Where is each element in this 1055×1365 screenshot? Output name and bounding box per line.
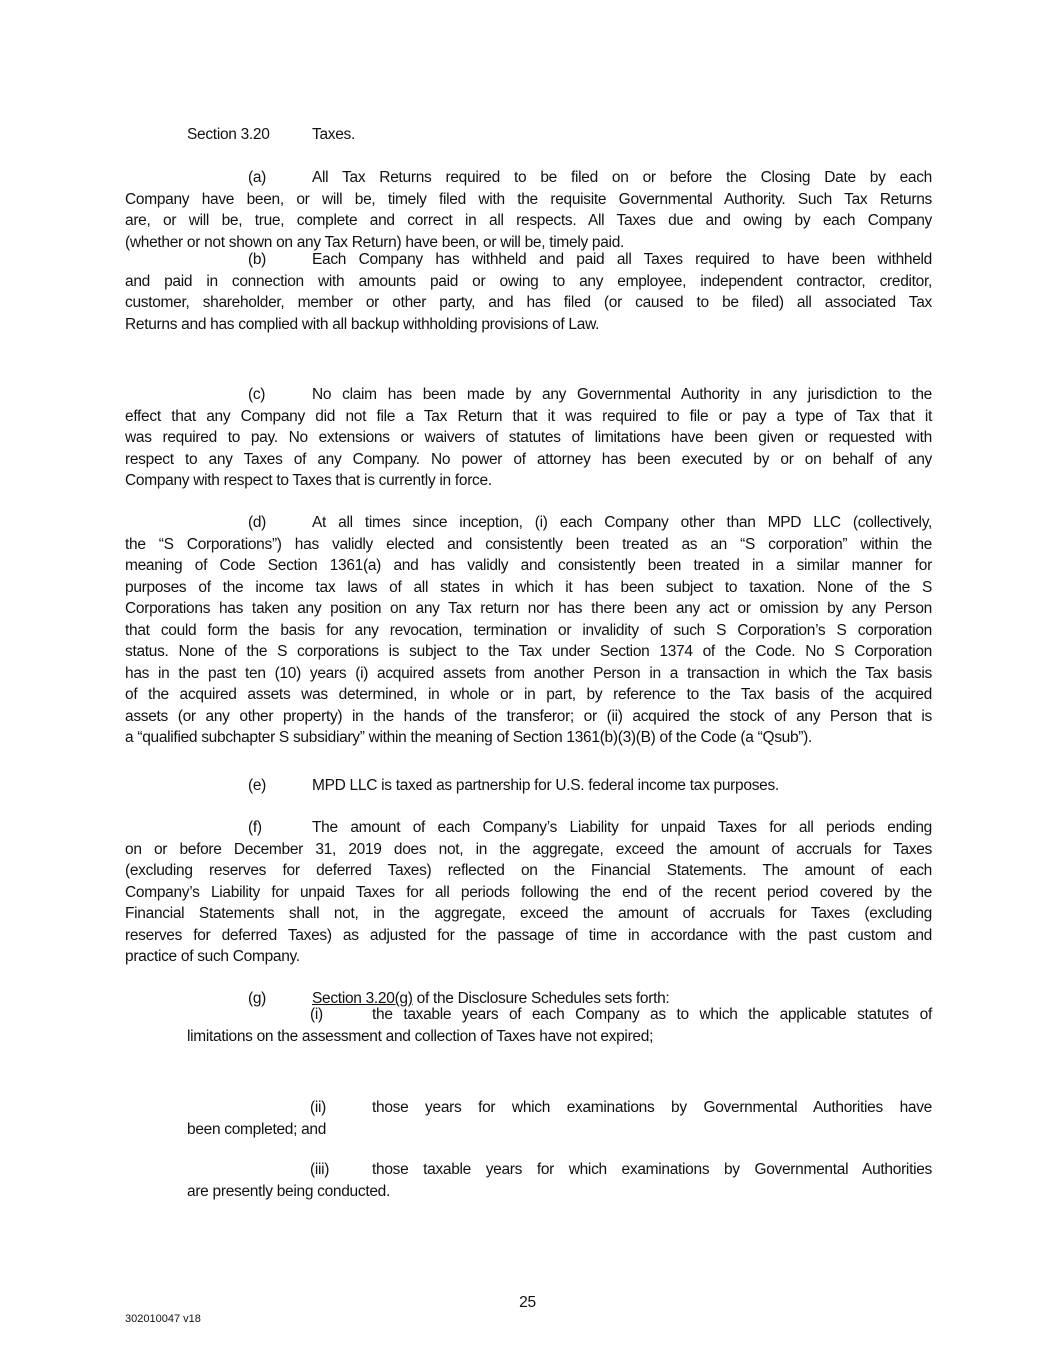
paragraph-label: (iii) xyxy=(310,1161,330,1178)
paragraph-line: status. None of the S corporations is subject to the Tax under Section 1374 of the Code. No S Corporation xyxy=(125,643,932,660)
paragraph-line: are presently being conducted. xyxy=(187,1182,390,1200)
paragraph-line: Financial Statements shall not, in the aggregate, exceed the amount of accruals for Taxes (excluding xyxy=(125,905,932,922)
paragraph-line: practice of such Company. xyxy=(125,948,300,965)
paragraph-line: are, or will be, true, complete and correct in all respects. All Taxes due and owing by each Company xyxy=(125,212,932,229)
section-title: Taxes. xyxy=(312,126,355,143)
schedule-reference-link[interactable]: Section 3.20(g) xyxy=(312,990,413,1007)
paragraph-label: (ii) xyxy=(310,1099,327,1116)
paragraph-label: (d) xyxy=(248,514,267,531)
paragraph-label: (i) xyxy=(310,1006,323,1023)
paragraph-line: No claim has been made by any Governmental Authority in any jurisdiction to the xyxy=(312,386,932,403)
paragraph-line: Each Company has withheld and paid all Taxes required to have been withheld xyxy=(312,251,932,268)
paragraph-line: (whether or not shown on any Tax Return) have been, or will be, timely paid. xyxy=(125,233,625,251)
paragraph-label: (b) xyxy=(248,251,267,268)
paragraph-line: the taxable years of each Company as to which the applicable statutes of xyxy=(372,1006,932,1023)
paragraph-line: Corporations has taken any position on any Tax return nor has there been any act or omission by any Person xyxy=(125,600,932,617)
paragraph-label: (g) xyxy=(248,990,267,1007)
paragraph-line: has in the past ten (10) years (i) acquired assets from another Person in a transaction in which the Tax basis xyxy=(125,664,932,682)
paragraph-b xyxy=(125,249,932,335)
subitem-ii xyxy=(187,1097,932,1140)
paragraph-line: MPD LLC is taxed as partnership for U.S. federal income tax purposes. xyxy=(312,777,779,794)
paragraph-line: respect to any Taxes of any Company. No power of attorney has been executed by or on behalf of any xyxy=(125,450,932,468)
paragraph-line: been completed; and xyxy=(187,1120,327,1138)
document-id-footer: 302010047 v18 xyxy=(125,1313,201,1325)
paragraph-line: the “S Corporations”) has validly elected and consistently been treated as an “S corporation” within the xyxy=(125,535,932,553)
paragraph-c xyxy=(125,384,932,492)
paragraph-line: assets (or any other property) in the hands of the transferor; or (ii) acquired the stock of any Person that is xyxy=(125,707,932,725)
paragraph-line: those years for which examinations by Governmental Authorities have xyxy=(372,1099,932,1116)
paragraph-line: a “qualified subchapter S subsidiary” within the meaning of Section 1361(b)(3)(B) of the Code (a “Qsub”). xyxy=(125,729,813,746)
paragraph-label: (a) xyxy=(248,169,267,186)
subitem-iii xyxy=(187,1159,932,1202)
paragraph-line: effect that any Company did not file a Tax Return that it was required to file or pay a type of Tax that it xyxy=(125,407,932,425)
paragraph-line: purposes of the income tax laws of all states in which it has been subject to taxation. None of the S xyxy=(125,578,932,596)
paragraph-line: All Tax Returns required to be filed on or before the Closing Date by each xyxy=(312,169,932,186)
paragraph-line: on or before December 31, 2019 does not, in the aggregate, exceed the amount of accruals for Taxes xyxy=(125,840,932,858)
paragraph-d xyxy=(125,512,932,749)
paragraph-text: of the Disclosure Schedules sets forth: xyxy=(412,990,670,1007)
paragraph-line: that could form the basis for any revocation, termination or invalidity of such S Corporation’s S corporation xyxy=(125,621,932,639)
page-number: 25 xyxy=(519,1294,536,1311)
paragraph-label: (f) xyxy=(248,819,262,836)
paragraph-line: (excluding reserves for deferred Taxes) reflected on the Financial Statements. The amount of each xyxy=(125,862,932,879)
paragraph-line: Returns and has complied with all backup withholding provisions of Law. xyxy=(125,315,600,333)
subitem-i xyxy=(187,1004,932,1047)
paragraph-line: of the acquired assets was determined, in whole or in part, by reference to the Tax basis of the acquired xyxy=(125,686,932,703)
paragraph-line: reserves for deferred Taxes) as adjusted for the passage of time in accordance with the past custom and xyxy=(125,926,932,944)
paragraph-line: limitations on the assessment and collection of Taxes have not expired; xyxy=(187,1027,654,1045)
paragraph-line: was required to pay. No extensions or waivers of statutes of limitations have been given or requested with xyxy=(125,429,932,446)
paragraph-line: those taxable years for which examinations by Governmental Authorities xyxy=(372,1161,932,1178)
paragraph-line: At all times since inception, (i) each Company other than MPD LLC (collectively, xyxy=(312,514,932,531)
paragraph-line: The amount of each Company’s Liability for unpaid Taxes for all periods ending xyxy=(312,819,932,836)
paragraph-line: Company with respect to Taxes that is currently in force. xyxy=(125,472,492,489)
paragraph-f xyxy=(125,817,932,968)
paragraph-line: and paid in connection with amounts paid or owing to any employee, independent contractor, creditor, xyxy=(125,272,932,290)
paragraph-line: customer, shareholder, member or other party, and has filed (or caused to be filed) all associated Tax xyxy=(125,294,932,311)
paragraph-label: (c) xyxy=(248,386,266,403)
section-heading xyxy=(187,124,355,146)
paragraph-a xyxy=(125,167,932,253)
paragraph-label: (e) xyxy=(248,777,267,794)
paragraph-line: meaning of Code Section 1361(a) and has validly and consistently been treated in a similar manner for xyxy=(125,557,932,574)
paragraph-line: Company’s Liability for unpaid Taxes for all periods following the end of the recent period covered by the xyxy=(125,883,932,901)
paragraph-e xyxy=(125,775,932,797)
section-number: Section 3.20 xyxy=(187,126,270,143)
paragraph-line: Company have been, or will be, timely filed with the requisite Governmental Authority. Such Tax Returns xyxy=(125,190,932,208)
